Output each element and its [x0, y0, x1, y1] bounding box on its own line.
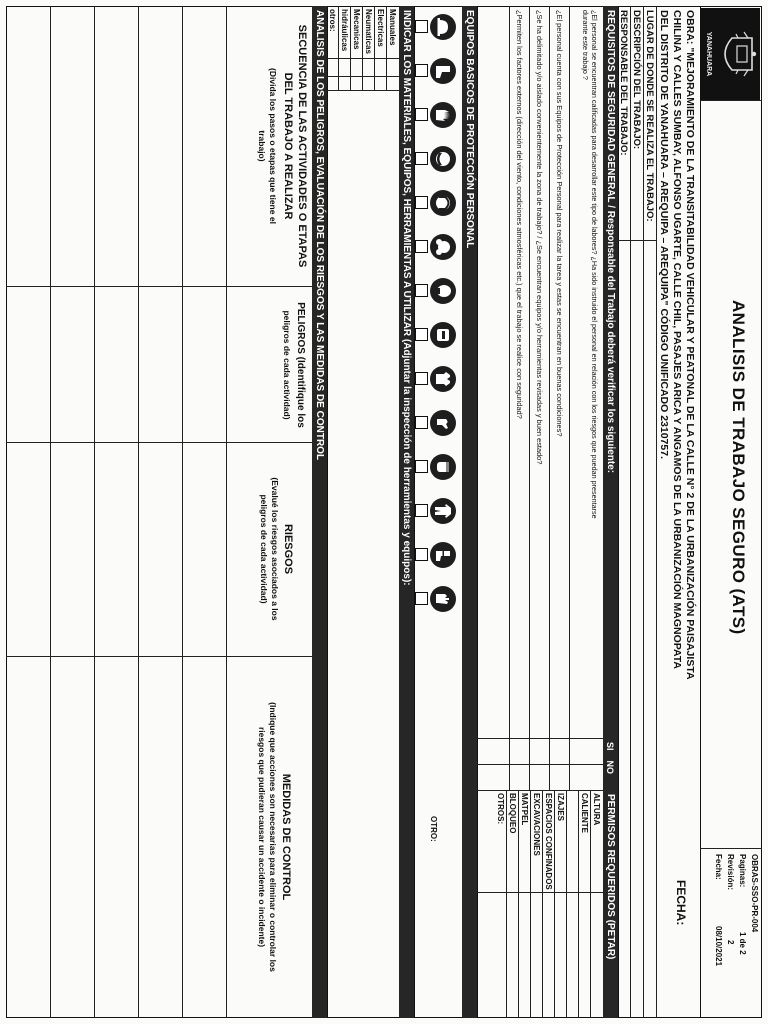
fecha-value: 08/10/2021	[714, 926, 723, 967]
face-shield-icon	[430, 454, 456, 480]
coat-of-arms-icon	[712, 8, 758, 100]
obra-line-2: CHILINA Y CALLES SUMBAY, ALFONSO UGARTE, CALLE CHIL, PASAJES ARICA Y ANGAMOS DE LA URBANIZACIÓN MAGNOPATA	[671, 10, 683, 670]
requisitos-header: REQUISITOS DE SEGURIDAD GENERAL / Responsable del Trabajo deberá verificar los siguiente:	[603, 6, 618, 738]
materiales-header: INDICAR LOS MATERIALES, EQUIPOS, HERRAMIENTAS A UTILIZAR (Adjuntar la inspección de herramientas y equipos):	[399, 6, 414, 1018]
hand-protection-icon	[430, 586, 456, 612]
materiales-list-area[interactable]	[328, 91, 398, 1017]
material-electricas: Electricas	[376, 9, 385, 47]
requisito-q1-si-cell[interactable]	[570, 739, 602, 764]
welding-mask-icon	[430, 322, 456, 348]
full-face-respirator-icon	[430, 278, 456, 304]
hand-protection-checkbox[interactable]	[415, 592, 428, 605]
safety-boots-icon	[430, 58, 456, 84]
requisito-q3-no-cell[interactable]	[530, 765, 549, 790]
safety-boots-checkbox[interactable]	[415, 64, 428, 77]
responsable-field[interactable]	[618, 241, 630, 1017]
descripcion-field[interactable]	[631, 241, 643, 1017]
logo-block	[700, 8, 760, 100]
lugar-label: LUGAR DE DONDE SE REALIZA EL TRABAJO:	[644, 10, 655, 222]
permiso-espacios-confinados: ESPACIOS CONFINADOS	[544, 793, 553, 890]
permiso-bloqueo: BLOQUEO	[508, 793, 517, 834]
requisito-q2: ¿El personal cuenta con sus Equipos de Protección Personal para realizar la tarea y estas se encuentran en buenas condiciones?	[555, 10, 564, 437]
work-gloves-icon	[430, 102, 456, 128]
permiso-espacios-confinados-check[interactable]	[543, 893, 554, 1017]
obra-line-1: OBRA: "MEJORAMIENTO DE LA TRANSITABILIDAD VEHICULAR Y PEATONAL DE LA CALLE N° 2 DE LA URBANIZACIÓN PAISAJISTA	[684, 10, 696, 680]
permiso-izajes: IZAJES	[556, 793, 565, 822]
fecha-label: Fecha:	[714, 854, 723, 880]
face-mask-checkbox[interactable]	[415, 152, 428, 165]
hard-hat-checkbox[interactable]	[415, 20, 428, 33]
col-peligros-sub: peligros de cada actividad)	[282, 310, 292, 420]
analisis-row-4[interactable]	[51, 7, 94, 1017]
face-shield-checkbox[interactable]	[415, 460, 428, 473]
permiso-otros: OTROS:	[496, 793, 505, 825]
safety-vest-icon	[430, 366, 456, 392]
respirator-icon	[430, 234, 456, 260]
logo-text: YANAHUARA	[705, 31, 712, 77]
responsable-label: RESPONSABLE DEL TRABAJO:	[618, 10, 629, 156]
analisis-row-3[interactable]	[95, 7, 138, 1017]
analisis-header: ANALISIS DE LOS PELIGROS, EVALUACIÓN DE LOS RIESGOS Y LAS MEDIDAS DE CONTROL	[312, 6, 327, 1018]
col-secuencia-title-1: SECUENCIA DE LAS ACTIVIDADES O ETAPAS	[296, 24, 308, 268]
welding-mask-checkbox[interactable]	[415, 328, 428, 341]
material-hidraulicas: hidráulicas	[340, 9, 349, 52]
epp-otro-field[interactable]	[424, 846, 442, 1014]
permiso-altura-check[interactable]	[591, 893, 602, 1017]
ear-muffs-icon	[430, 190, 456, 216]
requisito-q2-si-cell[interactable]	[550, 739, 569, 764]
requisito-q2-no-cell[interactable]	[550, 765, 569, 790]
col-medidas-title: MEDIDAS DE CONTROL	[280, 773, 292, 901]
epp-header: EQUIPOS BASICOS DE PROTECCIÓN PERSONAL	[462, 6, 477, 1018]
col-secuencia-sub-2: trabajo)	[257, 130, 267, 162]
ear-muffs-checkbox[interactable]	[415, 196, 428, 209]
permiso-bloqueo-check[interactable]	[507, 893, 518, 1017]
rubber-boots-icon	[430, 542, 456, 568]
safety-vest-checkbox[interactable]	[415, 372, 428, 385]
revision-label: Revisión:	[726, 854, 735, 891]
requisito-q3-si-cell[interactable]	[530, 739, 549, 764]
full-face-respirator-checkbox[interactable]	[415, 284, 428, 297]
glove-hand-icon	[430, 410, 456, 436]
glove-hand-checkbox[interactable]	[415, 416, 428, 429]
respirator-checkbox[interactable]	[415, 240, 428, 253]
material-otros: otros:	[328, 9, 337, 32]
coverall-icon	[430, 498, 456, 524]
descripcion-label: DESCRIPCIÓN DEL TRABAJO:	[631, 10, 642, 150]
permiso-otros-field[interactable]	[478, 893, 506, 1017]
col-secuencia-title-2: DEL TRABAJO A REALIZAR	[282, 72, 294, 220]
permiso-izajes-check[interactable]	[555, 893, 566, 1017]
col-riesgos-title: RIESGOS	[282, 523, 294, 575]
requisito-q1-line2: durante este trabajo ?	[581, 10, 590, 80]
permiso-excavaciones-check[interactable]	[531, 893, 542, 1017]
permiso-excavaciones: EXCAVACIONES	[532, 793, 541, 856]
requisito-q4: ¿Permiten los factores externos (dirección del viento, condiciones atmosféricas etc.) que el trabajo se realice con seguridad?	[515, 10, 524, 419]
col-peligros-title: PELIGROS (Identifique los	[295, 302, 306, 428]
col-medidas-sub-2: riesgos que pudieran causar un accidente o incidente)	[257, 726, 267, 948]
rubber-boots-checkbox[interactable]	[415, 548, 428, 561]
paginas-value: 1 de 2	[738, 932, 747, 955]
work-gloves-checkbox[interactable]	[415, 108, 428, 121]
requisito-q1-line1: ¿El personal se encuentran calificadas para desarrollar este tipo de labores? ¿Ha sido instruido el personal en relación con los riesgos que puedan presentarse	[590, 10, 599, 519]
material-mecanicas: Mecanicas	[352, 9, 361, 50]
analisis-row-2[interactable]	[139, 7, 182, 1017]
permisos-header: PERMISOS REQUERIDOS (PETAR)	[603, 790, 618, 1018]
requisito-q4-si-cell[interactable]	[510, 739, 529, 764]
document-code: OBRAS-SSO-PR-004	[750, 854, 759, 933]
material-neumaticas: Neumaticas	[364, 9, 373, 54]
requisito-q1-no-cell[interactable]	[570, 765, 602, 790]
analisis-row-5[interactable]	[7, 7, 50, 1017]
epp-otro-label: OTRO:	[429, 816, 438, 842]
face-mask-icon	[430, 146, 456, 172]
col-riesgos-sub-1: (Evalué los riesgos asociados a los	[270, 477, 280, 621]
col-medidas-sub-1: (Indique que acciones son necesarias para eliminar o controlar los	[268, 702, 278, 972]
lugar-field[interactable]	[644, 241, 656, 1017]
obra-line-3: DEL DISTRITO DE YANAHUARA – AREQUIPA – AREQUIPA" CÓDIGO UNIFICADO 2310757.	[658, 10, 670, 459]
si-no-header: SI NO	[603, 738, 618, 790]
requisito-q4-no-cell[interactable]	[510, 765, 529, 790]
hard-hat-icon	[430, 14, 456, 40]
page-title: ANALISIS DE TRABAJO SEGURO (ATS)	[729, 300, 748, 635]
revision-value: 2	[726, 940, 735, 945]
permiso-altura: ALTURA	[592, 793, 601, 826]
permiso-caliente: CALIENTE	[580, 793, 589, 833]
col-secuencia-sub-1: (Divida los pasos o etapas que tiene el	[268, 68, 278, 224]
material-manuales: Manuales	[388, 9, 397, 46]
analisis-row-1[interactable]	[183, 7, 226, 1017]
permiso-caliente-check[interactable]	[579, 893, 590, 1017]
permiso-matpel: MATPEL	[520, 793, 529, 826]
fecha-field-label: FECHA:	[674, 880, 688, 926]
col-riesgos-sub-2: peligros de cada actividad)	[259, 494, 269, 604]
requisito-q3: ¿Se ha delimitado y/o aislado convenientemente la zona de trabajo? / ¿Se encuentran equipos y/o herramientas revisadas y buen estado?	[535, 10, 544, 465]
paginas-label: Paginas:	[738, 854, 747, 888]
coverall-checkbox[interactable]	[415, 504, 428, 517]
permiso-matpel-check[interactable]	[519, 893, 530, 1017]
